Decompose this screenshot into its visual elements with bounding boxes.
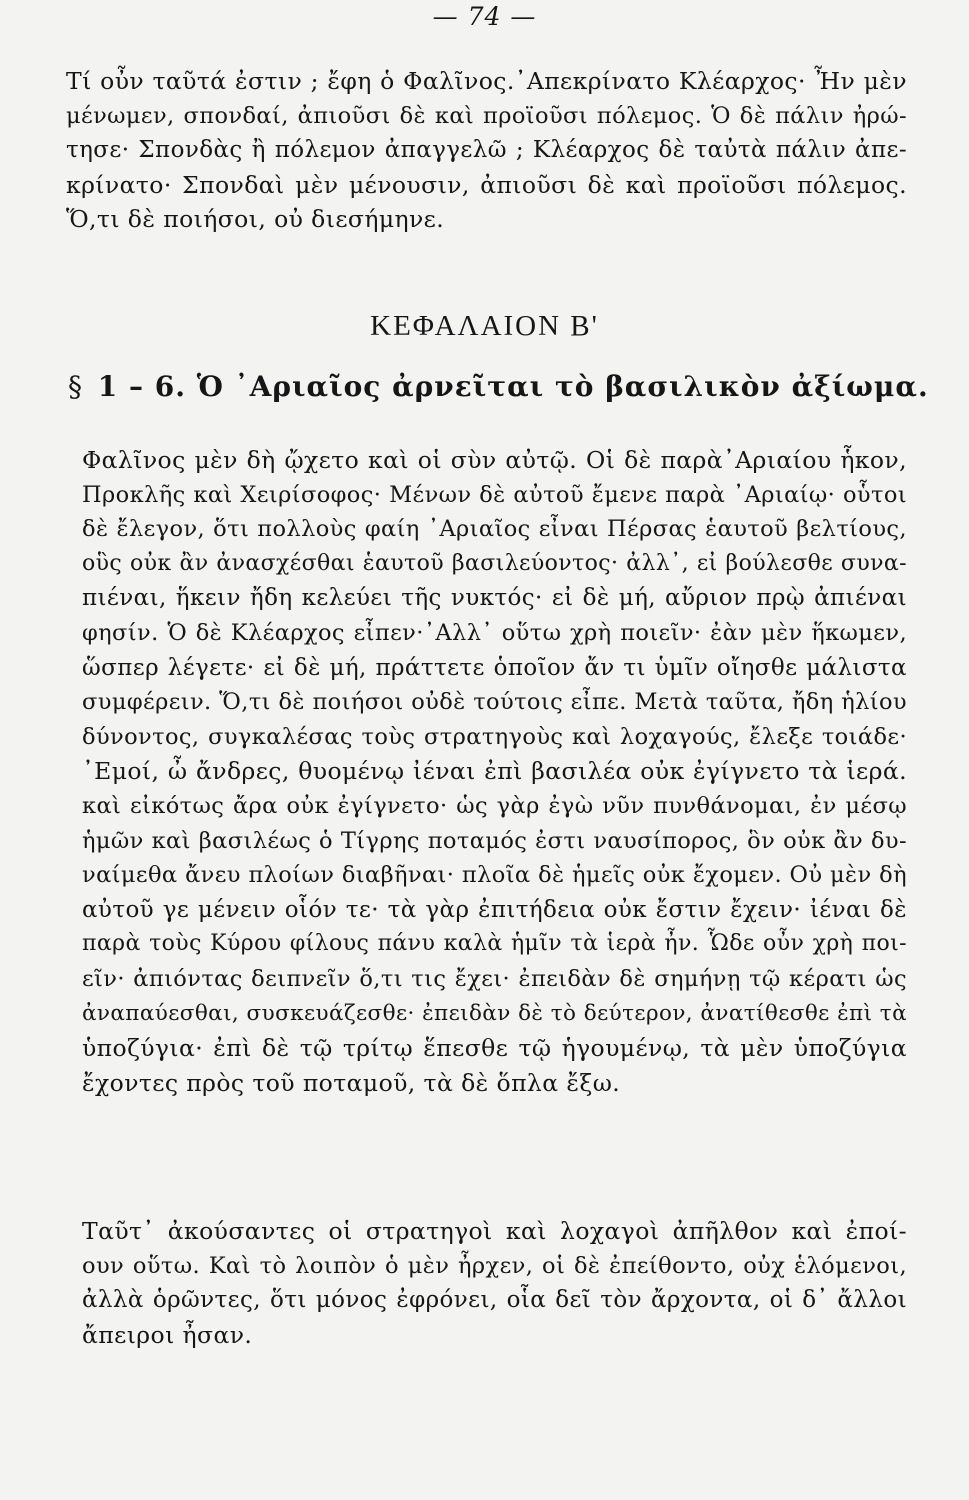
text-line: ὥσπερ λέγετε· εἰ δὲ μή, πράττετε ὁποῖον ἄν τι ὑμῖν οἴησθε μάλιστα — [82, 654, 907, 681]
text-line: πιέναι, ἥκειν ἤδη κελεύει τῆς νυκτός· εἰ δὲ μή, αὔριον πρῲ ἀπιέναι — [82, 585, 907, 612]
text-line: καὶ εἰκότως ἄρα οὐκ ἐγίγνετο· ὡς γὰρ ἐγὼ νῦν πυνθάνομαι, ἐν μέσῳ — [82, 792, 907, 819]
text-line: αὐτοῦ γε μένειν οἷόν τε· τὰ γὰρ ἐπιτήδεια οὐκ ἔστιν ἔχειν· ἰέναι δὲ — [82, 896, 907, 923]
text-line: ἔχοντες πρὸς τοῦ ποταμοῦ, τὰ δὲ ὅπλα ἔξω. — [82, 1068, 621, 1097]
text-line: ουν οὕτω. Καὶ τὸ λοιπὸν ὁ μὲν ἦρχεν, οἱ δὲ ἐπείθοντο, οὐχ ἑλόμενοι, — [82, 1252, 907, 1279]
text-line: τησε· Σπονδὰς ἢ πόλεμον ἀπαγγελῶ ; Κλέαρχος δὲ ταὐτὰ πάλιν ἀπε- — [66, 137, 907, 164]
text-line: παρὰ τοὺς Κύρου φίλους πάνυ καλὰ ἡμῖν τὰ ἱερὰ ἦν. Ὧδε οὖν χρὴ ποι- — [82, 931, 907, 957]
body-paragraph-1 — [82, 443, 907, 1100]
text-line: ναίμεθα ἄνευ πλοίων διαβῆναι· πλοῖα δὲ ἡμεῖς οὐκ ἔχομεν. Οὐ μὲν δὴ — [82, 862, 907, 889]
page-number: — 74 — — [432, 2, 537, 31]
chapter-title: ΚΕΦΑΛΑΙΟΝ Β' — [370, 310, 599, 342]
text-line: εῖν· ἀπιόντας δειπνεῖν ὅ,τι τις ἔχει· ἐπειδὰν δὲ σημήνῃ τῷ κέρατι ὡς — [82, 965, 907, 992]
text-line: Ὅ,τι δὲ ποιήσοι, οὐ διεσήμηνε. — [66, 205, 445, 234]
body-paragraph-2 — [82, 1214, 907, 1352]
text-line: ἀναπαύεσθαι, συσκευάζεσθε· ἐπειδὰν δὲ τὸ δεύτερον, ἀνατίθεσθε ἐπὶ τὰ — [82, 1000, 907, 1026]
text-line: Ταῦτ᾽ ἀκούσαντες οἱ στρατηγοὶ καὶ λοχαγοὶ ἀπῆλθον καὶ ἐποί- — [82, 1217, 907, 1245]
text-line: δὲ ἔλεγον, ὅτι πολλοὺς φαίη ᾽Αριαῖος εἶναι Πέρσας ἑαυτοῦ βελτίους, — [82, 516, 907, 543]
text-line: δύνοντος, συγκαλέσας τοὺς στρατηγοὺς καὶ λοχαγούς, ἔλεξε τοιάδε· — [82, 723, 907, 750]
intro-paragraph — [66, 64, 907, 237]
text-line: ἄπειροι ἦσαν. — [82, 1320, 253, 1349]
text-line: φησίν. Ὁ δὲ Κλέαρχος εἶπεν·᾽Αλλ᾽ οὕτω χρὴ ποιεῖν· ἐὰν μὲν ἥκωμεν, — [82, 619, 907, 646]
text-line: Φαλῖνος μὲν δὴ ᾤχετο καὶ οἱ σὺν αὐτῷ. Οἱ δὲ παρὰ᾽Αριαίου ἧκον, — [82, 446, 907, 474]
text-line: οὓς οὐκ ἂν ἀνασχέσθαι ἑαυτοῦ βασιλεύοντος· ἀλλ᾽, εἰ βούλεσθε συνα- — [82, 550, 907, 576]
text-line: κρίνατο· Σπονδαὶ μὲν μένουσιν, ἀπιοῦσι δὲ καὶ προϊοῦσι πόλεμος. — [66, 170, 907, 199]
text-line: Τί οὖν ταῦτά ἐστιν ; ἔφη ὁ Φαλῖνος.᾽Απεκρίνατο Κλέαρχος· Ἦν μὲν — [66, 67, 907, 95]
section-sign: § — [68, 370, 83, 403]
section-range: 1 – 6. — [97, 370, 186, 403]
text-line: ὑποζύγια· ἐπὶ δὲ τῷ τρίτῳ ἕπεσθε τῷ ἡγουμένῳ, τὰ μὲν ὑποζύγια — [82, 1034, 907, 1063]
section-heading — [68, 370, 929, 403]
text-line: Προκλῆς καὶ Χειρίσοφος· Μένων δὲ αὐτοῦ ἔμενε παρὰ ᾽Αριαίῳ· οὗτοι — [82, 481, 907, 508]
text-line: συμφέρειν. Ὅ,τι δὲ ποιήσοι οὐδὲ τούτοις εἶπε. Μετὰ ταῦτα, ἤδη ἡλίου — [82, 689, 907, 716]
section-title: Ὁ ᾽Αριαῖος ἀρνεῖται τὸ βασιλικὸν ἀξίωμα. — [196, 370, 929, 403]
text-line: ἀλλὰ ὁρῶντες, ὅτι μόνος ἐφρόνει, οἷα δεῖ τὸν ἄρχοντα, οἱ δ᾽ ἄλλοι — [82, 1287, 907, 1314]
text-line: ᾽Εμοί, ὦ ἄνδρες, θυομένῳ ἰέναι ἐπὶ βασιλέα οὐκ ἐγίγνετο τὰ ἱερά. — [82, 757, 907, 786]
text-line: ἡμῶν καὶ βασιλέως ὁ Τίγρης ποταμός ἐστι ναυσίπορος, ὃν οὐκ ἂν δυ- — [82, 827, 907, 854]
text-line: μένωμεν, σπονδαί, ἀπιοῦσι δὲ καὶ προϊοῦσι πόλεμος. Ὁ δὲ πάλιν ἠρώ- — [66, 102, 907, 129]
